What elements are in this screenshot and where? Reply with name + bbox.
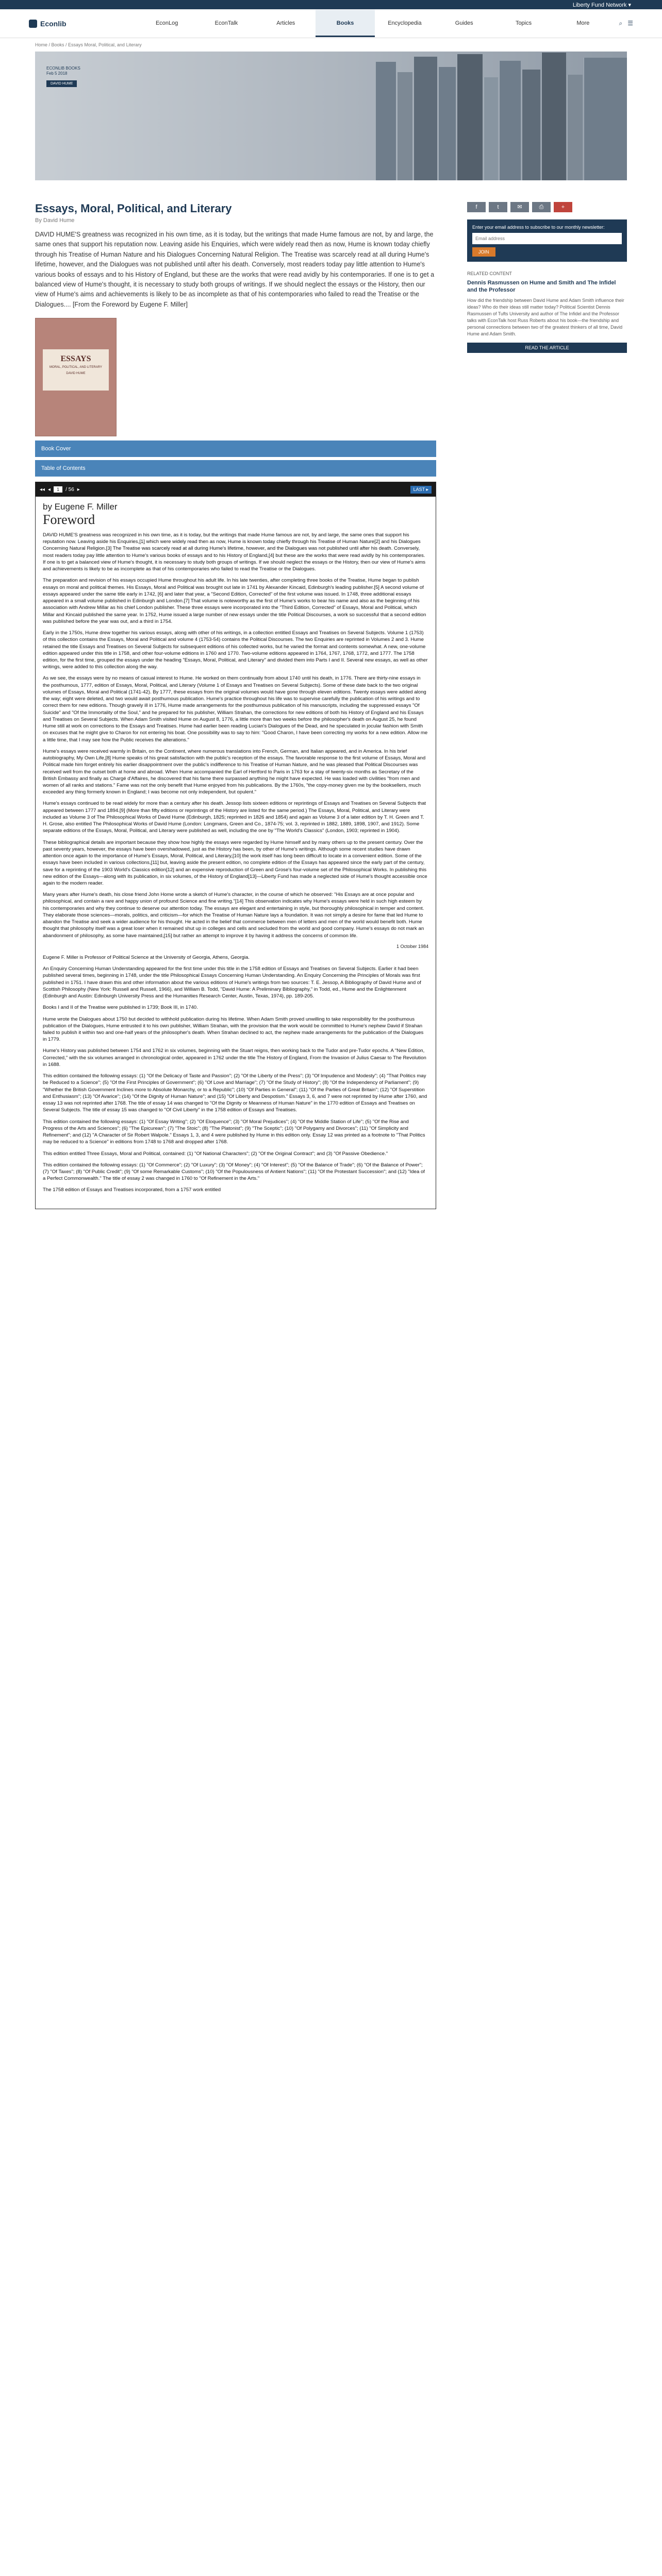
next-page-icon[interactable]: ▸: [77, 486, 80, 493]
foreword-paragraph: Early in the 1750s, Hume drew together his various essays, along with other of his writings, in a collection entitled Essays and Treatises on Several Subjects. Volume 1 (1753) of this collection contains the Essays, Moral and Political and volume 4 (1753-54) contains the Political Discourses. The two Enquiries are reprinted in Volumes 2 and 3. Hume retained the title Essays and Treatises on Several Subjects for subsequent editions of his collected works, but he varied the format and contents somewhat. A new, one-volume edition appeared under this title in 1758, and other four-volume editions in 1760 and 1770. Two-volume editions appeared in 1764, 1767, 1768, 1772, and 1777. The 1758 edition, for the first time, grouped the essays under the heading "Essays, Moral, Political, and Literary" and divided them into Parts I and II. Several new essays, as well as other writings, were added to this collection along the way.: [43, 630, 428, 670]
nav-link-guides[interactable]: Guides: [455, 20, 473, 26]
reader-toolbar: [36, 482, 436, 497]
book-cover-link[interactable]: Book Cover: [35, 440, 436, 457]
logo-icon: [29, 20, 37, 28]
network-menu[interactable]: Liberty Fund Network ▾: [572, 2, 631, 8]
read-article-button[interactable]: READ THE ARTICLE: [467, 343, 627, 353]
share-button-0[interactable]: f: [467, 202, 486, 212]
foreword-byline: by Eugene F. Miller: [43, 502, 118, 512]
nav-link-articles[interactable]: Articles: [276, 20, 295, 26]
nav-links: [137, 10, 613, 37]
sidebar: [467, 202, 627, 1209]
nav-link-econlog[interactable]: EconLog: [155, 20, 178, 26]
foreword-paragraph: As we see, the essays were by no means of casual interest to Hume. He worked on them continually from about 1740 until his death, in 1776. There are thirty-nine essays in the posthumous, 1777, edition of Essays, Moral, Political, and Literary (Volume 1 of Essays and Treatises on Several Subjects). Some of these date back to the two original volumes of Essays, Moral and Political (1741-42). By 1777, these essays from the original volumes would have gone through eleven editions. Twenty essays were added along the way; eight were deleted, and two would await posthumous publication. Hume's practice throughout his life was to supervise carefully the publication of his writings and to correct them for new editions. Though gravely ill in 1776, Hume made arrangements for the posthumous publication of his manuscripts, including the suppressed essays "Of Suicide" and "Of the Immortality of the Soul," and he prepared for his publisher, William Strahan, the corrections for new editions of both his History of England and his Essays and Treatises on Several Subjects. When Adam Smith visited Hume on August 8, 1776, a little more than two weeks before the philosopher's death on August 25, he found Hume still at work on corrections to the Essays and Treatises. Hume had earlier been reading Lucian's Dialogues of the Dead, and he speculated in jocular fashion with Smith on excuses that he might give to Charon for not entering his boat. One possibility was to say to him: "Good Charon, I have been correcting my works for a new edition. Allow me a little time, that I may see how the Public receives the alterations.": [43, 675, 428, 743]
hero-label: ECONLIB BOOKS Feb 5 2018: [46, 66, 80, 76]
main-content: [35, 202, 436, 1209]
share-button-4[interactable]: +: [554, 202, 572, 212]
nav-link-more[interactable]: More: [576, 20, 590, 26]
network-bar: [0, 0, 662, 9]
footnote: The 1758 edition of Essays and Treatises incorporated, from a 1757 work entitled: [43, 1187, 221, 1193]
first-page-icon[interactable]: ◂◂: [40, 486, 45, 493]
foreword-date: 1 October 1984: [396, 943, 428, 949]
search-icon[interactable]: ⌕: [619, 20, 623, 27]
nav-link-topics[interactable]: Topics: [515, 20, 532, 26]
footnote: This edition contained the following essays: (1) "Of the Delicacy of Taste and Passion"; (2) "Of the Liberty of the Press"; (3) "Of Impudence and Modesty"; (4) "That Politics may be Reduced to a Science"; (5) "Of the First Principles of Government"; (6) "Of Love and Marriage"; (7) "Of the Study of History"; (8) "Of the Independency of Parliament"; (9) "Whether the British Government Inclines more to Absolute Monarchy, or to a Republic"; (10) "Of Parties in General"; (11) "Of the Parties of Great Britain"; (12) "Of Superstition and Enthusiasm"; (13) "Of Avarice"; (14) "Of the Dignity of Human Nature"; and (15) "Of Liberty and Despotism." Essays 3, 6, and 7 were not reprinted by Hume after 1760, and essay 13 was not reprinted after 1768. The title of essay 14 was changed to "Of the Dignity or Meanness of Human Nature" in the 1770 edition of Essays and Treatises on Several Subjects. The title of essay 15 was changed to "Of Civil Liberty" in the 1758 edition of Essays and Treatises.: [43, 1073, 427, 1113]
book-intro: DAVID HUME'S greatness was recognized in his own time, as it is today, but the writings that made Hume famous are not, by and large, the same ones that support his reputation now. Leaving aside his Enquiries, which were widely read then as now, Hume is known today chiefly through his Treatise of Human Nature and his Dialogues Concerning Natural Religion. The Treatise was scarcely read at all during Hume's lifetime, however, and the Dialogues was not published until after his death. Conversely, most readers today pay little attention to Hume's various books of essays and to his History of England, but these are the works that were read avidly by his contemporaries. If one is to get a balanced view of Hume's thought, it is necessary to study both groups of writings. If we should neglect the essays or the History, then our view of Hume's aims and achievements is likely to be as incomplete as that of his contemporaries who failed to read the Treatise or the Dialogues.... [From the Foreword by Eugene F. Miller]: [35, 231, 435, 308]
book-cover-image: ESSAYS MORAL, POLITICAL, AND LITERARY DAVID HUME: [35, 318, 117, 436]
foreword-paragraph: These bibliographical details are important because they show how highly the essays were regarded by Hume himself and by many others up to the present century. Over the past seventy years, however, the essays have been overshadowed, just as the History has been, by other of Hume's writings. Although some recent studies have drawn attention once again to the importance of Hume's Essays, Moral, Political, and Literary,[10] the work itself has long been difficult to locate in a convenient edition. Some of the essays have been included in various collections,[11] but, leaving aside the present edition, no complete edition of the Essays has appeared since the early part of the century, save for a reprinting of the 1903 World's Classics edition[12] and an expensive reproduction of Green and Grose's four-volume set of the Philosophical Works. In publishing this new edition of the Essays—along with its publication, in six volumes, of the History of England[13]—Liberty Fund has made a neglected side of Hume's thought accessible once again to the modern reader.: [43, 839, 427, 887]
nav-link-books[interactable]: Books: [316, 10, 375, 37]
newsletter-text: Enter your email address to subscribe to our monthly newsletter:: [472, 225, 605, 230]
footnote: Eugene F. Miller is Professor of Political Science at the University of Georgia, Athens, Georgia.: [43, 954, 250, 960]
footnote: Hume wrote the Dialogues about 1750 but decided to withhold publication during his lifetime. When Adam Smith proved unwilling to take responsibility for the posthumous publication of the Dialogues, Hume entrusted it to his own publisher, William Strahan, with the provision that the work would be committed to Hume's nephew David if Strahan failed to publish it within two and one-half years of the philosopher's death. When Strahan declined to act, the nephew made arrangements for the publication of the Dialogues in 1779.: [43, 1016, 424, 1043]
prev-page-icon[interactable]: ◂: [48, 486, 51, 493]
share-button-2[interactable]: ✉: [510, 202, 529, 212]
breadcrumb[interactable]: Home / Books / Essays Moral, Political, and Literary: [35, 42, 142, 47]
site-logo[interactable]: Econlib: [29, 20, 137, 28]
related-text: How did the friendship between David Hume and Adam Smith influence their ideas? Who do their ideas still matter today? Political Scientist Dennis Rasmussen of Tufts University and author of The Infidel and the Professor talks with EconTalk host Russ Roberts about his book—the friendship and personal connections between two of the greatest thinkers of all time, David Hume and Adam Smith.: [467, 297, 624, 336]
footnote: This edition contained the following essays: (1) "Of Commerce"; (2) "Of Luxury"; (3) "Of Money"; (4) "Of Interest"; (5) "Of the Balance of Trade"; (6) "Of the Balance of Power"; (7) "Of Taxes"; (8) "Of Public Credit"; (9) "Of some Remarkable Customs"; (10) "Of the Populousness of Antient Nations"; (11) "Of the Protestant Succession"; and (12) "Idea of a Perfect Commonwealth." The title of essay 2 was changed in 1760 to "Of Refinement in the Arts.": [43, 1162, 425, 1182]
foreword-paragraph: The preparation and revision of his essays occupied Hume throughout his adult life. In his late twenties, after completing three books of the Treatise, Hume began to publish essays on moral and political themes. His Essays, Moral and Political was brought out late in 1741 by Alexander Kincaid, Edinburgh's leading publisher.[5] A second volume of essays appeared under the same title early in 1742, [6] and later that year, a "Second Edition, Corrected" of the first volume was issued. In 1748, three additional essays appeared in a small volume published in Edinburgh and London.[7] That volume is noteworthy as the first of Hume's works to bear his name and also as the beginning of his association with Andrew Millar as his chief London publisher. These three essays were incorporated into the "Third Edition, Corrected" of Essays, Moral and Political, which Millar and Kincaid published the same year. In 1752, Hume issued a large number of new essays under the title Political Discourses, a work so successful that a second edition was published before the year was out, and a third in 1754.: [43, 578, 426, 624]
book-author[interactable]: By David Hume: [35, 217, 75, 224]
main-nav: [0, 9, 662, 38]
nav-link-econtalk[interactable]: EconTalk: [214, 20, 238, 26]
email-input[interactable]: [472, 233, 622, 244]
footnote: Hume's History was published between 1754 and 1762 in six volumes, beginning with the Stuart reigns, then working back to the Tudor and pre-Tudor epochs. A "New Edition, Corrected," with the six volumes arranged in chronological order, appeared in 1762 under the title The History of England, From the Invasion of Julius Caesar to The Revolution in 1688.: [43, 1048, 426, 1067]
foreword-heading: Foreword: [43, 512, 95, 527]
hero-author-button[interactable]: DAVID HUME: [46, 80, 77, 87]
foreword-paragraph: Many years after Hume's death, his close friend John Home wrote a sketch of Hume's character, in the course of which he observed: "His Essays are at once popular and philosophical, and contain a rare and happy union of profound Science and fine writing."[14] This observation indicates why Hume's essays were held in such high esteem by his contemporaries and why they continue to deserve our attention today. The essays are elegant and entertaining in style, but thoroughly philosophical in temper and content. They elaborate those sciences—morals, politics, and criticism—for which the Treatise of Human Nature lays a foundation. It was not simply a desire for fame that led Hume to abandon the Treatise and seek a wider audience for his thought. He acted in the belief that commerce between men of letters and men of the world would benefit both. Hume thought that philosophy itself was a great loser when it remained shut up in colleges and cells and secluded from the world and good company. Hume's essays do not mark an abandonment of philosophy, as some have maintained,[15] but rather an attempt to improve it by having it address the concerns of common life.: [43, 892, 424, 939]
hero-banner: [35, 52, 627, 180]
footnote: Books I and II of the Treatise were published in 1739; Book III, in 1740.: [43, 1005, 198, 1011]
foreword-paragraph: Hume's essays were received warmly in Britain, on the Continent, where numerous translations into French, German, and Italian appeared, and in America. In his brief autobiography, My Own Life,[8] Hume speaks of his great satisfaction with the public's reception of the essays. The favorable response to the first volume of Essays, Moral and Political made him forget entirely his earlier disappointment over the public's indifference to his Treatise of Human Nature, and he was pleased that Political Discourses was received well from the outset both at home and abroad. When Hume accompanied the Earl of Hertford to Paris in 1763 for a stay of twenty-six months as Secretary of the British Embassy and finally as Chargé d'Affaires, he discovered that his fame there surpassed anything he might have expected. He was loaded with civilities "from men and women of all ranks and stations." Fame was not the only benefit that Hume enjoyed from his publications. By the 1760s, "the copy-money given me by the booksellers, much exceeded any thing formerly known in England; I was become not only independent, but opulent.": [43, 748, 426, 795]
page-count: / 56: [65, 486, 74, 493]
last-page-button[interactable]: LAST ▸: [410, 486, 432, 494]
footnote: This edition entitled Three Essays, Moral and Political, contained: (1) "Of National Characters"; (2) "Of the Original Contract"; and (3) "Of Passive Obedience.": [43, 1150, 388, 1157]
related-label: RELATED CONTENT: [467, 271, 512, 276]
page-number-input[interactable]: 1: [54, 486, 62, 493]
book-reader: [35, 482, 436, 1209]
newsletter-box: [467, 219, 627, 262]
share-buttons: [467, 202, 627, 212]
table-of-contents-link[interactable]: Table of Contents: [35, 460, 436, 477]
foreword-paragraph: DAVID HUME'S greatness was recognized in his own time, as it is today, but the writings that made Hume famous are not, by and large, the same ones that support his reputation now. Leaving aside his Enquiries,[1] which were widely read then as now, Hume is known today chiefly through his Treatise of Human Nature[2] and his Dialogues Concerning Natural Religion.[3] The Treatise was scarcely read at all during Hume's lifetime, however, and the Dialogues was not published until after his death. Conversely, most readers today pay little attention to Hume's various books of essays and to his History of England,[4] but these are the works that were read avidly by his contemporaries. If one is to get a balanced view of Hume's thought, it is necessary to study both groups of writings. If we should neglect the essays or the History, then our view of Hume's aims and achievements is likely to be as incomplete as that of his contemporaries who failed to read the Treatise or the Dialogues.: [43, 532, 426, 572]
join-button[interactable]: JOIN: [472, 247, 495, 257]
menu-icon[interactable]: ☰: [627, 20, 633, 27]
related-content: [467, 271, 627, 353]
footnote: An Enquiry Concerning Human Understanding appeared for the first time under this title in the 1758 edition of Essays and Treatises on Several Subjects. Earlier it had been published several times, beginning in 1748, under the title Philosophical Essays Concerning Human Understanding. An Enquiry Concerning the Principles of Morals was first published in 1751. I have drawn this and other information about the various editions of Hume's writings from two sources: T. E. Jessop, A Bibliography of David Hume and of Scottish Philosophy (New York: Russell and Russell, 1966), and William B. Todd, "David Hume: A Preliminary Bibliography," in Todd, ed., Hume and the Enlightenment (Edinburgh and Austin: Edinburgh University Press and the Humanities Research Center, Austin, Texas, 1974), pp. 189-205.: [43, 966, 421, 999]
footnote: This edition contained the following essays: (1) "Of Essay Writing"; (2) "Of Eloquence"; (3) "Of Moral Prejudices"; (4) "Of the Middle Station of Life"; (5) "Of the Rise and Progress of the Arts and Sciences"; (6) "The Epicurean"; (7) "The Stoic"; (8) "The Platonist"; (9) "The Sceptic"; (10) "Of Polygamy and Divorces"; (11) "Of Simplicity and Refinement"; and (12) "A Character of Sir Robert Walpole." Essays 1, 3, and 4 were published by Hume in this edition only. Essay 12 was printed as a footnote to "That Politics may be reduced to a Science" in editions from 1748 to 1768 and dropped after 1768.: [43, 1118, 425, 1145]
book-title: Essays, Moral, Political, and Literary: [35, 202, 232, 215]
nav-link-encyclopedia[interactable]: Encyclopedia: [388, 20, 422, 26]
share-button-1[interactable]: t: [489, 202, 507, 212]
related-title[interactable]: Dennis Rasmussen on Hume and Smith and The Infidel and the Professor: [467, 280, 616, 294]
foreword-paragraph: Hume's essays continued to be read widely for more than a century after his death. Jessop lists sixteen editions or reprintings of Essays and Treatises on Several Subjects that appeared between 1777 and 1894.[9] (More than fifty editions or reprintings of the History are listed for the same period.) The Essays, Moral, Political, and Literary were included as Volume 3 of The Philosophical Works of David Hume (Edinburgh, 1825; reprinted in 1826 and 1854) and again as Volume 3 of a later edition by T. H. Green and T. H. Grose, also entitled The Philosophical Works of David Hume (London: Longmans, Green and Co., 1874-75; vol. 3, reprinted in 1882, 1889, 1898, 1907, and 1912). Some separate editions of the Essays, Moral, Political, and Literary were published as well, including the one by "The World's Classics" (London, 1903; reprinted in 1904).: [43, 801, 426, 834]
share-button-3[interactable]: ⎙: [532, 202, 551, 212]
